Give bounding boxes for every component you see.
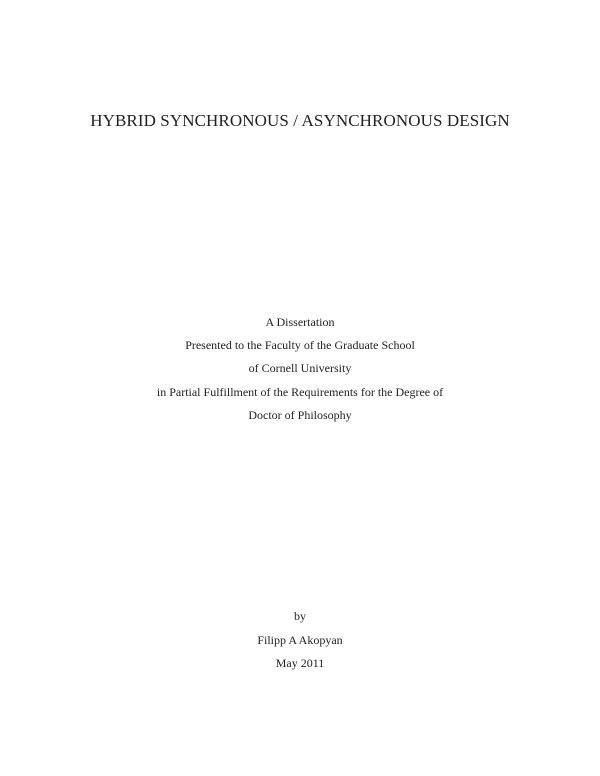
author-name: Filipp A Akopyan [257, 633, 343, 647]
statement-line-dissertation: A Dissertation [265, 315, 335, 329]
by-label: by [294, 609, 306, 623]
submission-date: May 2011 [275, 656, 325, 670]
statement-line-requirements: in Partial Fulfillment of the Requirements for the Degree of [156, 385, 444, 399]
dissertation-title: HYBRID SYNCHRONOUS / ASYNCHRONOUS DESIGN [90, 111, 510, 130]
statement-line-university: of Cornell University [248, 361, 352, 375]
statement-line-faculty: Presented to the Faculty of the Graduate School [185, 338, 415, 352]
statement-line-degree: Doctor of Philosophy [248, 408, 352, 422]
